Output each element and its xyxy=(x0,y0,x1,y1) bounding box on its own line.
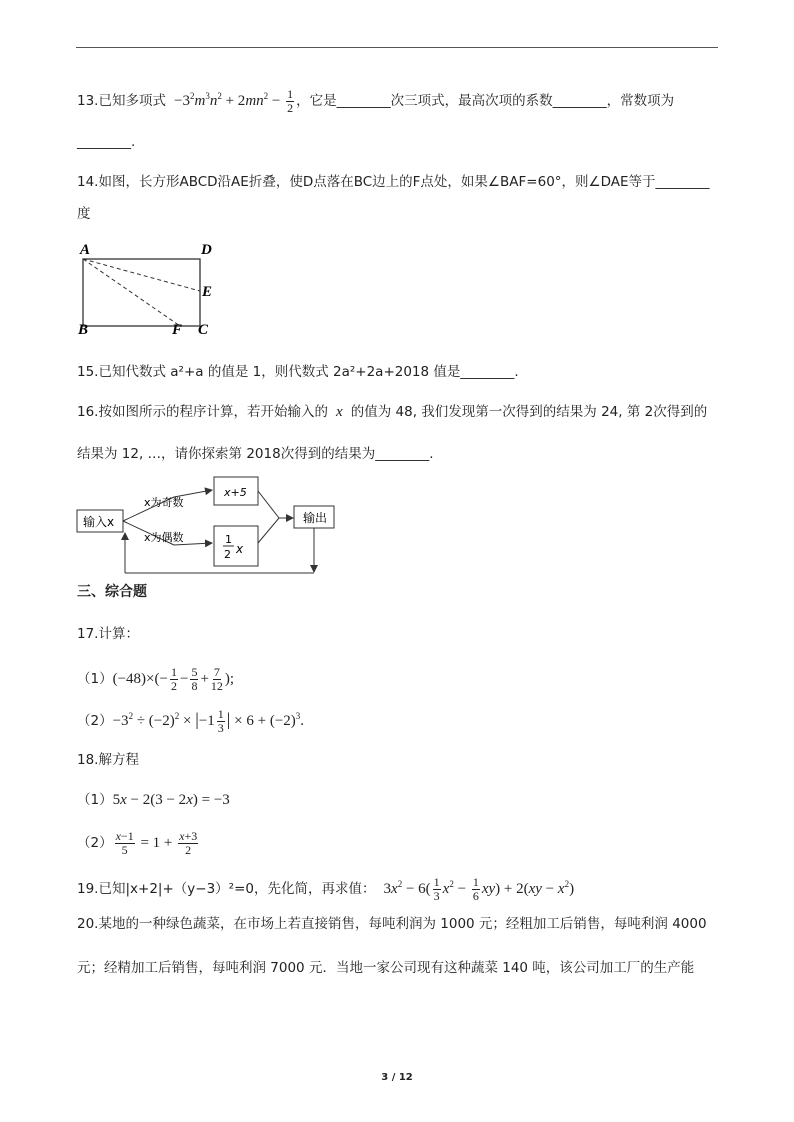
page-number: 3 / 12 xyxy=(381,1072,413,1083)
question-16 xyxy=(77,402,707,422)
question-20: 20.某地的一种绿色蔬菜，在市场上若直接销售，每吨利润为 1000 元；经粗加工后销售，每吨利润 4000 xyxy=(77,916,707,932)
label-d: D xyxy=(201,242,212,258)
label-a: A xyxy=(80,242,91,258)
merge-odd xyxy=(258,491,279,518)
label-f: F xyxy=(172,322,183,338)
odd-label: x为奇数 xyxy=(144,496,184,509)
q13-text: 13.已知多项式 xyxy=(77,93,166,109)
q14-rectangle-figure xyxy=(74,236,224,338)
q17-p1-expr: (−48)×(− $\frac{1}{2}$ − $\frac{5}{8}$ + $\frac{7}{12}$ ); xyxy=(112,665,235,693)
q13-line-2: ________. xyxy=(77,134,136,150)
fold-line-ae xyxy=(83,259,200,291)
q18-p2-expr: $\frac{x-1}{5}$ = 1 + $\frac{x+3}{2}$ xyxy=(115,829,198,857)
q16-variable-x: x xyxy=(332,404,347,420)
q20-line-2: 元；经精加工后销售，每吨利润 7000 元．当地一家公司现有这种蔬菜 140 吨，该公司加工厂的生产能 xyxy=(77,960,695,976)
output-label: 输出 xyxy=(303,511,328,525)
q19-expr: $3x^2 - 6$( $\frac{1}{3}$ $x^2$ − $\frac{1}{6}$ $xy) + 2(xy - x^2)$ xyxy=(379,875,575,904)
q14-line-2: 度 xyxy=(77,206,91,222)
q17-p2-expr: $-3^2 \div (-2)^2 \times |-1$ $\frac{1}{3}$ | × $6 + (-2)^3$. xyxy=(112,707,305,736)
even-box-x: x xyxy=(236,542,244,556)
q17-p2-label: （2） xyxy=(77,713,113,729)
q18-part-1 xyxy=(77,790,230,810)
section-3-title: 三、综合题 xyxy=(77,584,147,600)
q18-part-2 xyxy=(77,830,200,857)
question-18: 18.解方程 xyxy=(77,752,139,768)
even-box-num: 1 xyxy=(225,533,232,546)
q19-text: 19.已知|x+2|+（y−3）²=0，先化简，再求值： xyxy=(77,881,376,897)
question-14: 14.如图，长方形ABCD沿AE折叠，使D点落在BC边上的F点处，如果∠BAF=60°，则∠DAE等于________ xyxy=(77,174,710,190)
header-rule xyxy=(76,47,718,48)
odd-box-label: x+5 xyxy=(224,486,247,499)
question-17: 17.计算： xyxy=(77,626,139,642)
question-19 xyxy=(77,874,574,903)
q16-text-1: 16.按如图所示的程序计算，若开始输入的 xyxy=(77,404,328,420)
q18-p2-label: （2） xyxy=(77,834,113,851)
merge-even xyxy=(258,518,279,543)
even-box-den: 2 xyxy=(224,548,231,561)
q16-flowchart xyxy=(74,473,344,579)
rectangle-abcd xyxy=(83,259,200,326)
input-label: 输入x xyxy=(83,515,115,529)
fold-line-af xyxy=(83,259,180,326)
q16-text-2: 的值为 48, 我们发现第一次得到的结果为 24, 第 2次得到的 xyxy=(350,404,708,420)
q17-part-1 xyxy=(77,666,234,693)
q17-part-2 xyxy=(77,706,304,735)
q18-p1-expr: 5x − 2(3 − 2x) = −3 xyxy=(112,792,230,808)
q13-polynomial: $-3^2m^3n^2 + 2mn^2$ − $\frac{1}{2}$ xyxy=(170,87,294,116)
q17-p1-label: （1） xyxy=(77,670,113,687)
q18-p1-label: （1） xyxy=(77,792,113,808)
label-c: C xyxy=(198,322,209,338)
q16-line-2: 结果为 12, …，请你探索第 2018次得到的结果为________. xyxy=(77,446,434,462)
q13-text-2: ，它是________次三项式，最高次项的系数________，常数项为 xyxy=(296,93,675,109)
even-label: x为偶数 xyxy=(144,531,184,544)
label-b: B xyxy=(78,322,89,338)
question-13 xyxy=(77,86,674,115)
question-15: 15.已知代数式 a²+a 的值是 1，则代数式 2a²+2a+2018 值是________. xyxy=(77,364,519,380)
label-e: E xyxy=(202,284,213,300)
